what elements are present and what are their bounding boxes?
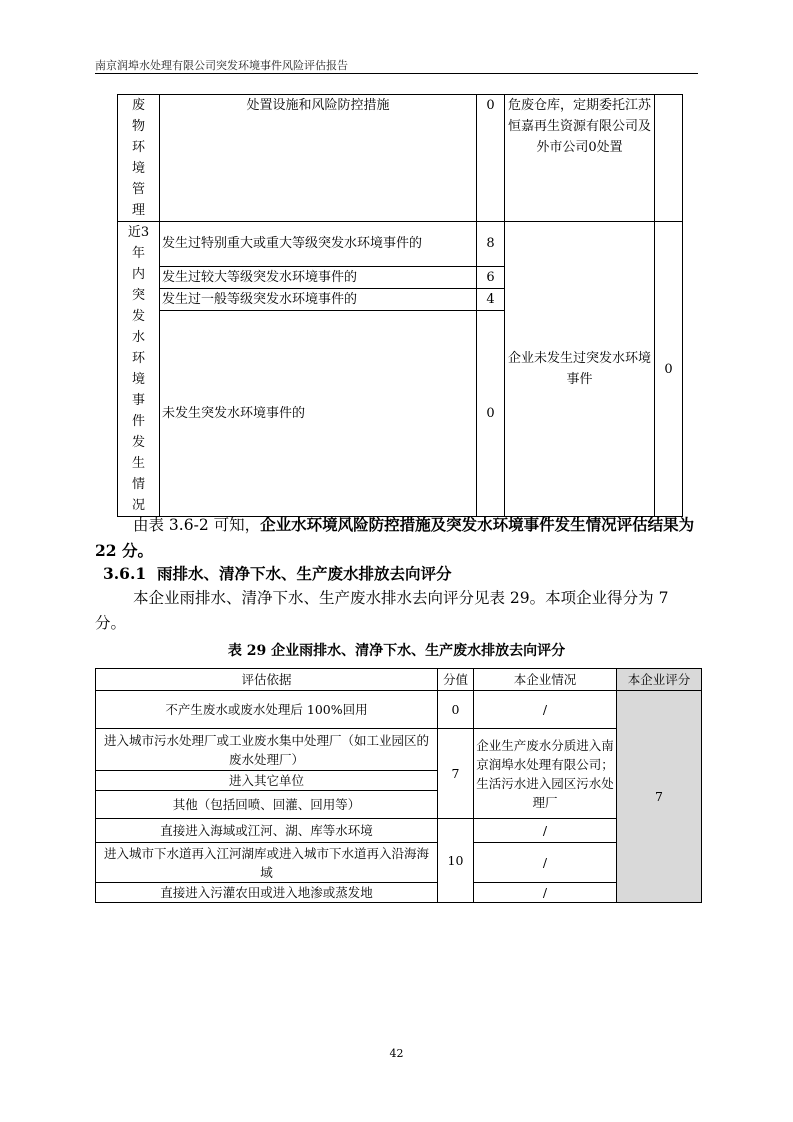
value-cell: 4 (477, 288, 505, 310)
criterion-cell: 发生过较大等级突发水环境事件的 (160, 266, 477, 288)
value-cell: 8 (477, 222, 505, 267)
criterion-cell: 直接进入海域或江河、湖、库等水环境 (96, 819, 438, 843)
value-cell: 0 (438, 691, 474, 729)
situation-cell: 企业生产废水分质进入南京润埠水处理有限公司；生活污水进入园区污水处理厂 (474, 729, 617, 819)
section-number: 3.6.1 (103, 564, 147, 583)
situation-cell: 危废仓库，定期委托江苏恒嘉再生资源有限公司及外市公司0处置 (505, 95, 655, 222)
header-value: 分值 (438, 669, 474, 691)
drainage-score-table (95, 668, 702, 903)
criterion-cell: 进入城市污水处理厂或工业废水集中处理厂（如工业园区的废水处理厂） (96, 729, 438, 771)
summary-prefix: 由表 3.6-2 可知， (133, 516, 261, 534)
situation-cell: / (474, 883, 617, 903)
value-cell: 6 (477, 266, 505, 288)
page-number: 42 (389, 1047, 404, 1060)
value-cell: 10 (438, 819, 474, 903)
score-cell: 0 (655, 222, 683, 517)
risk-control-table (117, 94, 683, 517)
summary-bold: 企业水环境风险防控措施及突发水环境事件发生情况评估结果为 22 分。 (95, 515, 695, 560)
criterion-cell: 发生过一般等级突发水环境事件的 (160, 288, 477, 310)
situation-cell: / (474, 691, 617, 729)
criterion-cell: 不产生废水或废水处理后 100%回用 (96, 691, 438, 729)
criterion-cell: 未发生突发水环境事件的 (160, 311, 477, 517)
score-cell: 7 (617, 691, 702, 903)
criterion-cell: 直接进入污灌农田或进入地渗或蒸发地 (96, 883, 438, 903)
situation-cell: 企业未发生过突发水环境事件 (505, 222, 655, 517)
header-score: 本企业评分 (617, 669, 702, 691)
page-header: 南京润埠水处理有限公司突发环境事件风险评估报告 (95, 59, 348, 72)
criterion-cell: 进入其它单位 (96, 771, 438, 791)
summary-paragraph (95, 512, 700, 564)
situation-cell: / (474, 843, 617, 883)
header-criterion: 评估依据 (96, 669, 438, 691)
table-caption: 表 29 企业雨排水、清净下水、生产废水排放去向评分 (227, 643, 566, 659)
section-title: 雨排水、清净下水、生产废水排放去向评分 (156, 564, 452, 583)
header-rule (95, 73, 698, 74)
value-cell: 0 (477, 95, 505, 222)
body-paragraph: 本企业雨排水、清净下水、生产废水排水去向评分见表 29。本项企业得分为 7 分。 (95, 589, 669, 632)
score-cell (655, 95, 683, 222)
criterion-cell: 进入城市下水道再入江河湖库或进入城市下水道再入沿海海域 (96, 843, 438, 883)
situation-cell: / (474, 819, 617, 843)
section-heading (103, 562, 451, 584)
criterion-cell: 其他（包括回喷、回灌、回用等） (96, 791, 438, 819)
criterion-cell: 发生过特别重大或重大等级突发水环境事件的 (160, 222, 477, 267)
value-cell: 0 (477, 311, 505, 517)
header-situation: 本企业情况 (474, 669, 617, 691)
criterion-cell: 处置设施和风险防控措施 (160, 95, 477, 222)
value-cell: 7 (438, 729, 474, 819)
category-waste-management: 废 物 环 境 管 理 (118, 95, 160, 222)
category-incidents: 近3 年 内 突 发 水 环 境 事 件 发 生 情 况 (118, 222, 160, 517)
